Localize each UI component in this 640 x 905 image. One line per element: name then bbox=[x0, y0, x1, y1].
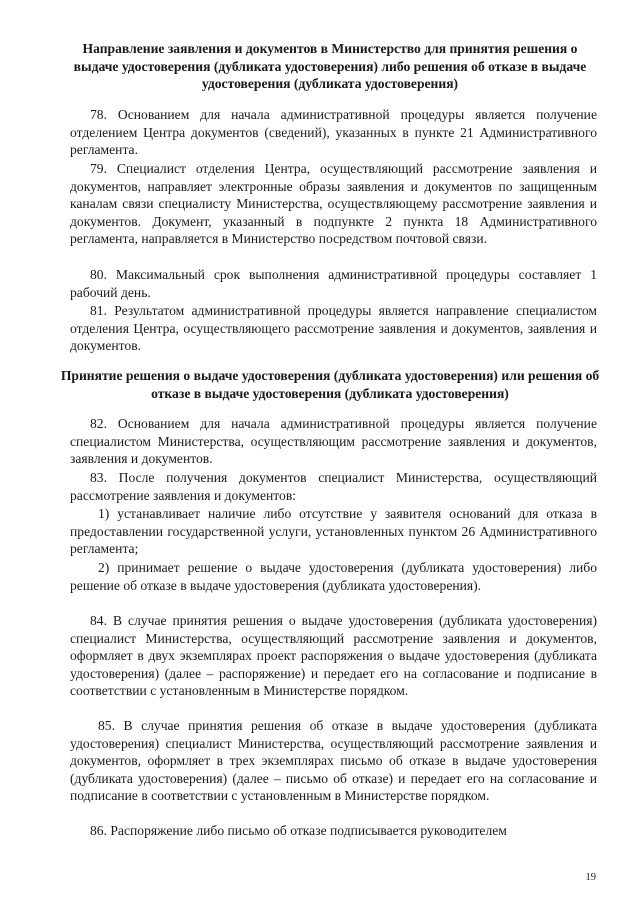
paragraph-82: 82. Основанием для начала административной процедуры является получение специалистом Министерства, осуществляющим рассмотрение заявления и документов, заявления и документов. bbox=[70, 416, 597, 467]
paragraph-79: 79. Специалист отделения Центра, осуществляющий рассмотрение заявления и документов, направляет электронные образы заявления и документов по защищенным каналам связи специалисту Министерства, осуществляющему рассмотрение заявления и документов. Документ, указанный в подпункте 2 пункта 18 Административного регламента, направляется в Министерство посредством почтовой связи. bbox=[70, 161, 597, 247]
paragraph-83-item-1: 1) устанавливает наличие либо отсутствие у заявителя оснований для отказа в предоставлении государственной услуги, установленных пунктом 26 Административного регламента; bbox=[70, 506, 597, 557]
section-heading-decision: Принятие решения о выдаче удостоверения (дубликата удостоверения) или решения об отказе в выдаче удостоверения (дубликата удостоверения) bbox=[60, 368, 600, 401]
paragraph-86: 86. Распоряжение либо письмо об отказе подписывается руководителем bbox=[90, 823, 507, 838]
paragraph-81: 81. Результатом административной процедуры является направление специалистом отделения Центра, осуществляющего рассмотрение заявления и документов, заявления и документов. bbox=[70, 303, 597, 354]
paragraph-78: 78. Основанием для начала административной процедуры является получение отделением Центра документов (сведений), указанных в пункте 21 Административного регламента. bbox=[70, 107, 597, 158]
paragraph-80: 80. Максимальный срок выполнения административной процедуры составляет 1 рабочий день. bbox=[70, 267, 597, 300]
section-heading-direction: Направление заявления и документов в Министерство для принятия решения о выдаче удостоверения (дубликата удостоверения) либо решения об отказе в выдаче удостоверения (дубликата удостоверения) bbox=[73, 41, 587, 91]
paragraph-83: 83. После получения документов специалист Министерства, осуществляющий рассмотрение заявления и документов: bbox=[70, 470, 597, 503]
page-number: 19 bbox=[585, 872, 596, 883]
paragraph-84: 84. В случае принятия решения о выдаче удостоверения (дубликата удостоверения) специалист Министерства, осуществляющий рассмотрение заявления и документов, оформляет в двух экземплярах проект распоряжения о выдаче удостоверения (дубликата удостоверения) (далее – распоряжение) и передает его на согласование и подписание в соответствии с установленным в Министерстве порядком. bbox=[70, 613, 597, 699]
paragraph-83-item-2: 2) принимает решение о выдаче удостоверения (дубликата удостоверения) либо решение об отказе в выдаче удостоверения (дубликата удостоверения). bbox=[70, 560, 597, 593]
paragraph-85: 85. В случае принятия решения об отказе в выдаче удостоверения (дубликата удостоверения) специалист Министерства, осуществляющий рассмотрение заявления и документов, оформляет в трех экземплярах письмо об отказе в выдаче удостоверения (дубликата удостоверения) (далее – письмо об отказе) и передает его на согласование и подписание в соответствии с установленным в Министерстве порядком. bbox=[70, 718, 597, 804]
